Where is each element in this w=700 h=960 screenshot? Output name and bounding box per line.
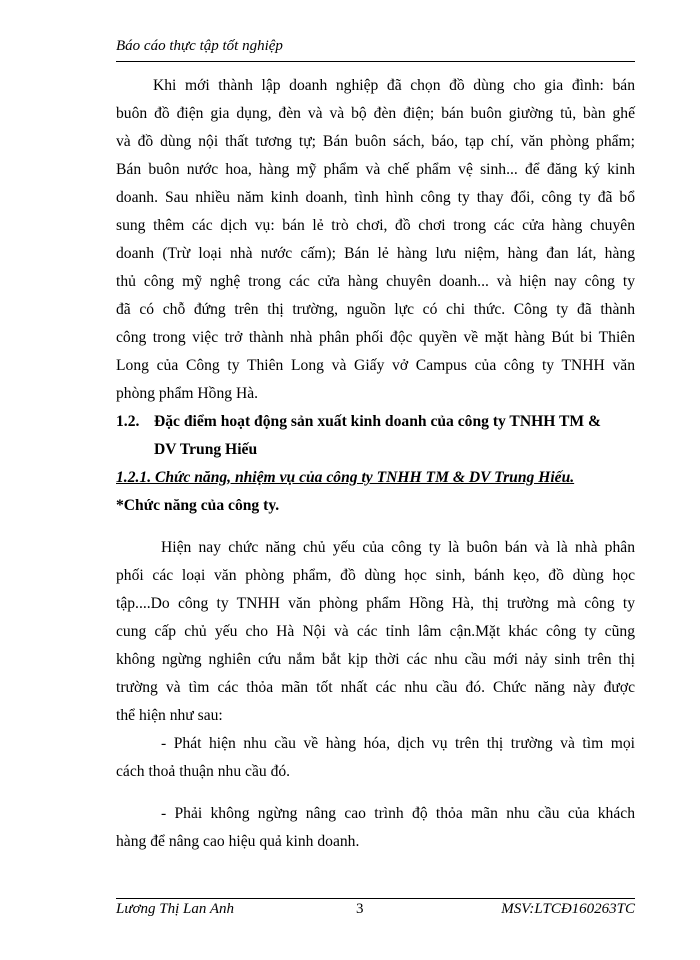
text-line: thủ công mỹ nghệ trong các cửa hàng chuyên doanh... và hiện nay công ty bbox=[116, 273, 635, 290]
paragraph-functions bbox=[116, 534, 635, 730]
document-body bbox=[116, 72, 635, 856]
text-line: cung cấp chủ yếu cho Hà Nội và các tỉnh lâm cận.Mặt khác công ty cũng bbox=[116, 623, 635, 640]
section-title-line2: DV Trung Hiếu bbox=[154, 441, 258, 458]
section-number: 1.2. bbox=[116, 413, 140, 430]
footer-author: Lương Thị Lan Anh bbox=[116, 901, 235, 917]
function-heading: *Chức năng của công ty. bbox=[116, 497, 280, 514]
text-line: sung thêm các dịch vụ: bán lẻ trò chơi, đồ chơi trong các cửa hàng chuyên bbox=[116, 217, 635, 234]
page-header-title: Báo cáo thực tập tốt nghiệp bbox=[116, 38, 283, 54]
text-line: thể hiện như sau: bbox=[116, 707, 223, 724]
text-line: không ngừng nghiên cứu nắm bắt kịp thời các nhu cầu mới nảy sinh trên thị bbox=[116, 651, 635, 668]
text-line: tập....Do công ty TNHH văn phòng phẩm Hồng Hà, thị trường mà công ty bbox=[116, 595, 635, 612]
bullet-item bbox=[116, 730, 635, 786]
text-line: đã có chỗ đứng trên thị trường, nguồn lực có chi thức. Công ty đã thành bbox=[116, 301, 635, 318]
paragraph-company-history bbox=[116, 72, 635, 408]
text-line: và đồ dùng nội thất tương tự; Bán buôn sách, báo, tạp chí, văn phòng phẩm; bbox=[116, 133, 635, 150]
text-line: phòng phẩm Hồng Hà. bbox=[116, 385, 259, 402]
text-line: Long của Công ty Thiên Long và Giấy vở Campus của công ty TNHH văn bbox=[116, 357, 635, 374]
footer-divider bbox=[116, 898, 635, 899]
text-line: hàng để nâng cao hiệu quả kinh doanh. bbox=[116, 833, 360, 850]
text-line: Bán buôn nước hoa, hàng mỹ phẩm và chế phẩm vệ sinh... để đăng ký kinh bbox=[116, 161, 635, 178]
text-line: doanh (Trừ loại nhà nước cấm); Bán lẻ hàng lưu niệm, hàng đan lát, hàng bbox=[116, 245, 635, 262]
text-line: buôn đồ điện gia dụng, đèn và và bộ đèn điện; bán buôn giường tủ, bàn ghế bbox=[116, 105, 635, 122]
text-line: Hiện nay chức năng chủ yếu của công ty là buôn bán và là nhà phân bbox=[161, 539, 635, 556]
text-line: - Phải không ngừng nâng cao trình độ thỏa mãn nhu cầu của khách bbox=[161, 805, 635, 822]
header-divider bbox=[116, 61, 635, 62]
text-line: phối các loại văn phòng phẩm, đồ dùng học sinh, bánh kẹo, đồ dùng học bbox=[116, 567, 635, 584]
text-line: trường và tìm các thỏa mãn tốt nhất các nhu cầu đó. Chức năng này được bbox=[116, 679, 635, 696]
text-line: Khi mới thành lập doanh nghiệp đã chọn đồ dùng cho gia đình: bán bbox=[153, 77, 635, 94]
text-line: công trong việc trở thành nhà phân phối độc quyền về mặt hàng Bút bi Thiên bbox=[116, 329, 635, 346]
bullet-item bbox=[116, 800, 635, 856]
section-heading bbox=[116, 408, 635, 436]
page-number: 3 bbox=[356, 901, 364, 917]
text-line: cách thoả thuận nhu cầu đó. bbox=[116, 763, 291, 780]
text-line: doanh. Sau nhiều năm kinh doanh, tình hình công ty thay đổi, công ty đã bổ bbox=[116, 189, 635, 206]
text-line: - Phát hiện nhu cầu về hàng hóa, dịch vụ trên thị trường và tìm mọi bbox=[161, 735, 635, 752]
section-title-line1: Đặc điểm hoạt động sản xuất kinh doanh của công ty TNHH TM & bbox=[154, 413, 601, 430]
subsection-heading: 1.2.1. Chức năng, nhiệm vụ của công ty TNHH TM & DV Trung Hiếu. bbox=[116, 469, 575, 486]
footer-student-id: MSV:LTCĐ160263TC bbox=[501, 901, 635, 917]
